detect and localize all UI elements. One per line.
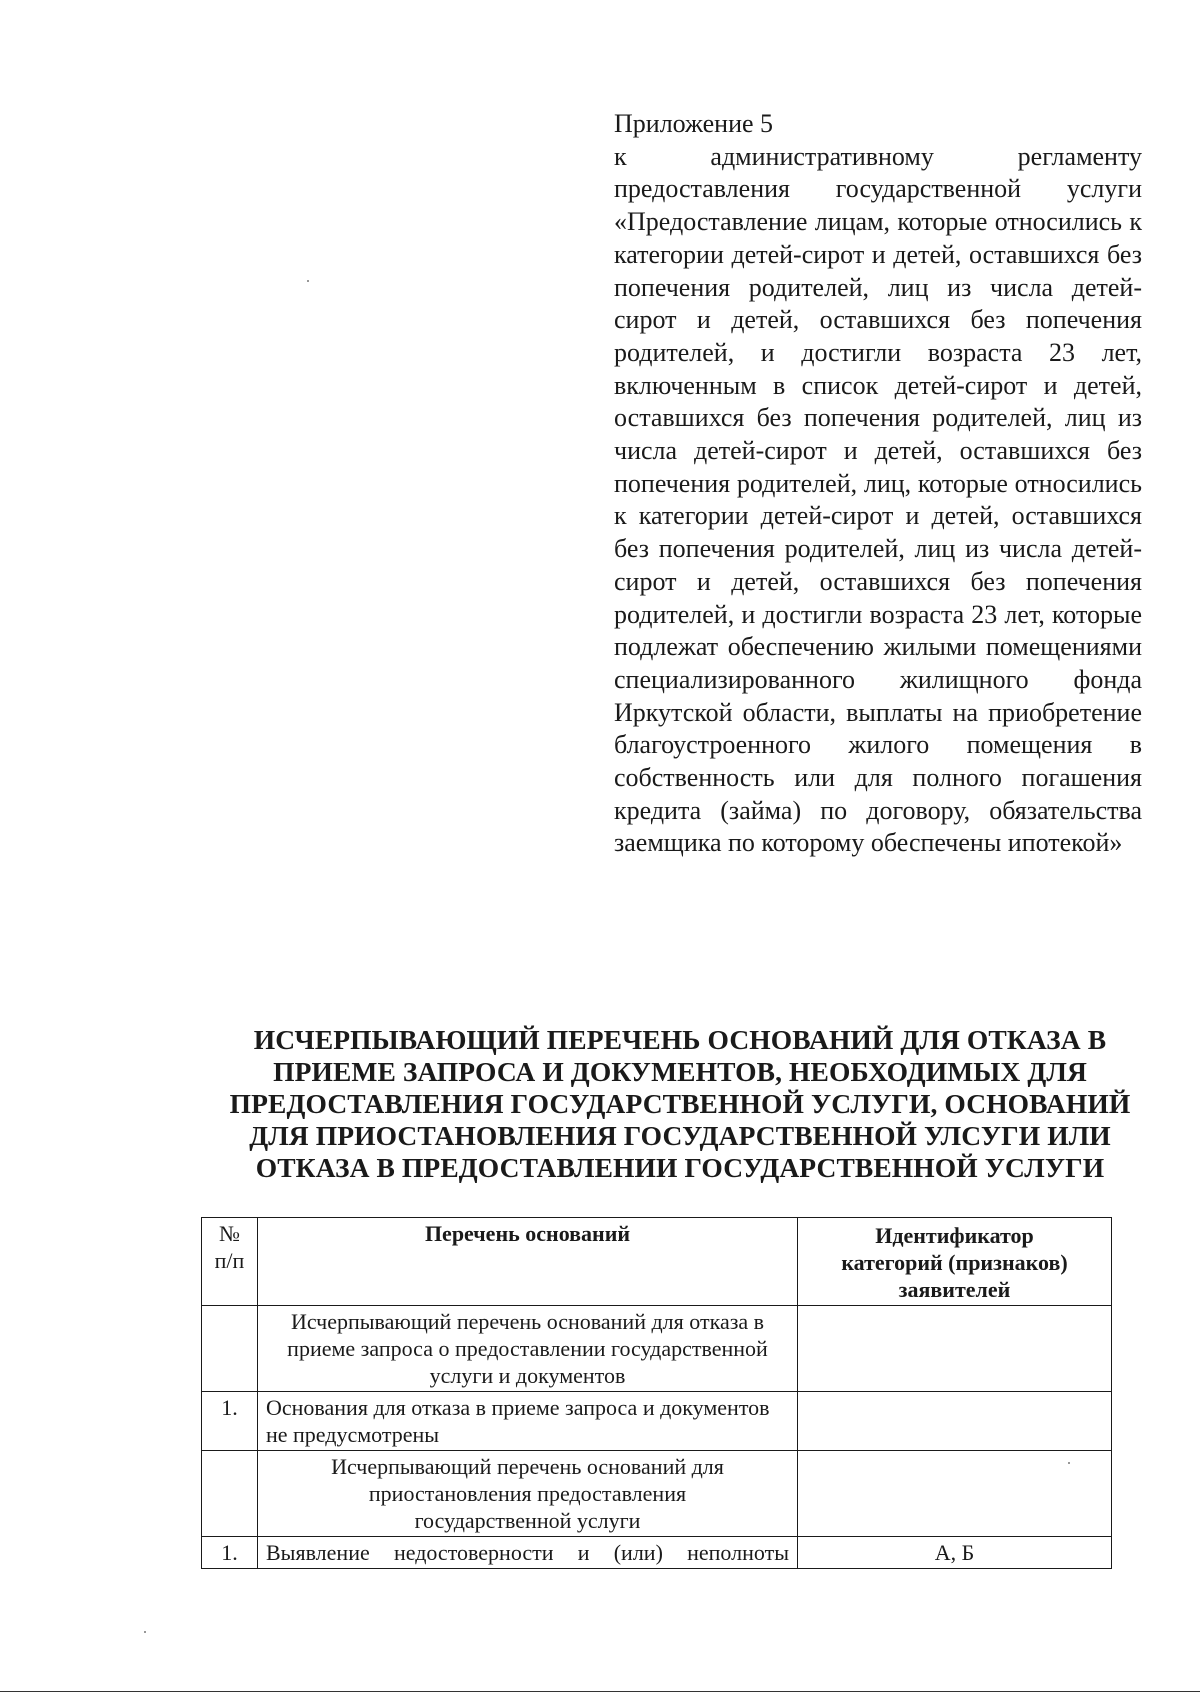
header-identifier: Идентификатор категорий (признаков) заявителей bbox=[798, 1218, 1112, 1306]
row-text: Выявление недостоверности и (или) неполноты bbox=[258, 1537, 798, 1569]
row-number: 1. bbox=[202, 1392, 258, 1451]
row-number: 1. bbox=[202, 1537, 258, 1569]
row-identifier bbox=[798, 1306, 1112, 1392]
row-identifier: А, Б bbox=[798, 1537, 1112, 1569]
scan-speck bbox=[144, 1631, 146, 1633]
appendix-caption: к административному регламенту предоставления государственной услуги «Предоставление лицам, которые относились к категории детей-сирот и детей, оставшихся без попечения родителей, лиц из числа детей-сирот и детей, оставшихся без попечения родителей, и достигли возраста 23 лет, включенным в список детей-сирот и детей, оставшихся без попечения родителей, лиц из числа детей-сирот и детей, оставшихся без попечения родителей, лиц, которые относились к категории детей-сирот и детей, оставшихся без попечения родителей, лиц из числа детей-сирот и детей, оставшихся без попечения родителей, и достигли возраста 23 лет, которые подлежат обеспечению жилыми помещениями специализированного жилищного фонда Иркутской области, выплаты на приобретение благоустроенного жилого помещения в собственность или для полного погашения кредита (займа) по договору, обязательства заемщика по которому обеспечены ипотекой» bbox=[614, 141, 1142, 858]
row-number bbox=[202, 1306, 258, 1392]
header-number: № п/п bbox=[202, 1218, 258, 1306]
table-header-row bbox=[202, 1218, 1112, 1306]
row-number bbox=[202, 1451, 258, 1537]
page-bottom-rule bbox=[0, 1691, 1200, 1692]
section-heading: Исчерпывающий перечень оснований для отказа в приеме запроса о предоставлении государственной услуги и документов bbox=[258, 1306, 798, 1392]
scan-speck bbox=[1068, 1462, 1070, 1464]
section-heading: Исчерпывающий перечень оснований для приостановления предоставления государственной услуги bbox=[258, 1451, 798, 1537]
table-row bbox=[202, 1306, 1112, 1392]
table-row bbox=[202, 1537, 1112, 1569]
table-row bbox=[202, 1392, 1112, 1451]
appendix-header bbox=[614, 108, 1142, 860]
row-identifier bbox=[798, 1451, 1112, 1537]
grounds-table bbox=[201, 1217, 1112, 1569]
scan-speck bbox=[307, 280, 309, 282]
appendix-number: Приложение 5 bbox=[614, 109, 774, 138]
row-identifier bbox=[798, 1392, 1112, 1451]
row-text: Основания для отказа в приеме запроса и документов не предусмотрены bbox=[258, 1392, 798, 1451]
document-title: ИСЧЕРПЫВАЮЩИЙ ПЕРЕЧЕНЬ ОСНОВАНИЙ ДЛЯ ОТКАЗА В ПРИЕМЕ ЗАПРОСА И ДОКУМЕНТОВ, НЕОБХОДИМЫХ ДЛЯ ПРЕДОСТАВЛЕНИЯ ГОСУДАРСТВЕННОЙ УСЛУГИ, ОСНОВАНИЙ ДЛЯ ПРИОСТАНОВЛЕНИЯ ГОСУДАРСТВЕННОЙ УЛСУГИ ИЛИ ОТКАЗА В ПРЕДОСТАВЛЕНИИ ГОСУДАРСТВЕННОЙ УСЛУГИ bbox=[229, 1024, 1131, 1183]
table-row bbox=[202, 1451, 1112, 1537]
header-grounds: Перечень оснований bbox=[258, 1218, 798, 1306]
